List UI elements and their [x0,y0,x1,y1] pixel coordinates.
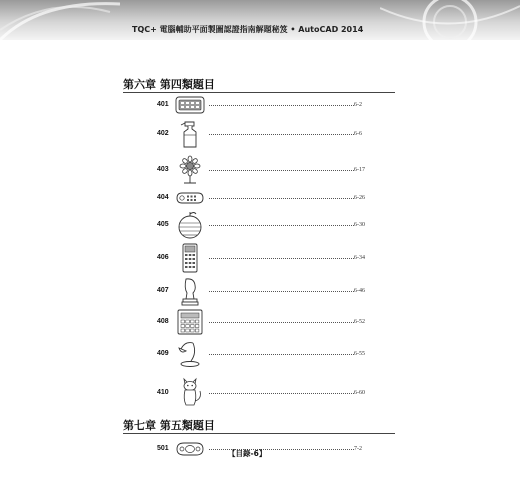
entry-page: 6-2 [354,102,362,108]
entry-page: 6-6 [354,131,362,137]
dot-leader [209,354,354,355]
gasket-icon [175,434,205,464]
entry-page: 6-46 [354,288,365,294]
entry-page: 6-52 [354,319,365,325]
toc-entry[interactable] [157,344,397,364]
calculator-icon [175,307,205,337]
toc-entry[interactable] [157,95,397,115]
keypad-phone-icon [175,243,205,273]
dot-leader [209,393,354,394]
entry-page: 6-30 [354,222,365,228]
entry-number: 409 [157,350,169,357]
dot-leader [209,170,354,171]
dot-leader [209,291,354,292]
toc-entry[interactable] [157,215,397,235]
entry-number: 406 [157,254,169,261]
desk-lamp-icon [175,339,205,369]
entry-number: 408 [157,318,169,325]
toc-entry[interactable] [157,160,397,180]
switch-plate-icon [175,90,205,120]
entry-number: 405 [157,221,169,228]
book-title: TQC+ 電腦輔助平面製圖認證指南解題秘笈 • AutoCAD 2014 [132,25,364,34]
chess-piece-icon [175,276,205,306]
entry-number: 407 [157,287,169,294]
dot-leader [209,134,354,135]
entry-page: 6-55 [354,351,365,357]
dot-leader [209,198,354,199]
cat-icon [175,374,205,410]
entry-number: 403 [157,166,169,173]
spray-bottle-icon [175,119,205,149]
toc-entry[interactable] [157,188,397,208]
toc-entry[interactable] [157,383,397,403]
chapter-rule [123,92,395,93]
sunflower-icon [175,155,205,185]
entry-number: 404 [157,194,169,201]
entry-page: 7-2 [354,446,362,452]
striped-apple-icon [175,210,205,240]
dot-leader [209,258,354,259]
toc-entry[interactable] [157,248,397,268]
toc-entry[interactable] [157,124,397,144]
entry-number: 501 [157,445,169,452]
toc-entry[interactable] [157,281,397,301]
dot-leader [209,225,354,226]
entry-page: 6-26 [354,195,365,201]
entry-number: 401 [157,101,169,108]
entry-page: 6-34 [354,255,365,261]
dot-leader [209,322,354,323]
header-swirl-left-icon [0,0,120,40]
chapter-rule [123,433,395,434]
entry-number: 402 [157,130,169,137]
entry-page: 6-60 [354,390,365,396]
header-swirl-right-icon [380,0,520,40]
remote-control-icon [175,183,205,213]
chapter-heading: 第七章 第五類題目 [123,419,215,432]
toc-entry[interactable] [157,439,397,459]
entry-number: 410 [157,389,169,396]
footer-page-number: 【目錄-6】 [228,449,267,458]
toc-entry[interactable] [157,312,397,332]
chapter-heading: 第六章 第四類題目 [123,78,215,91]
entry-page: 6-17 [354,167,365,173]
dot-leader [209,105,354,106]
